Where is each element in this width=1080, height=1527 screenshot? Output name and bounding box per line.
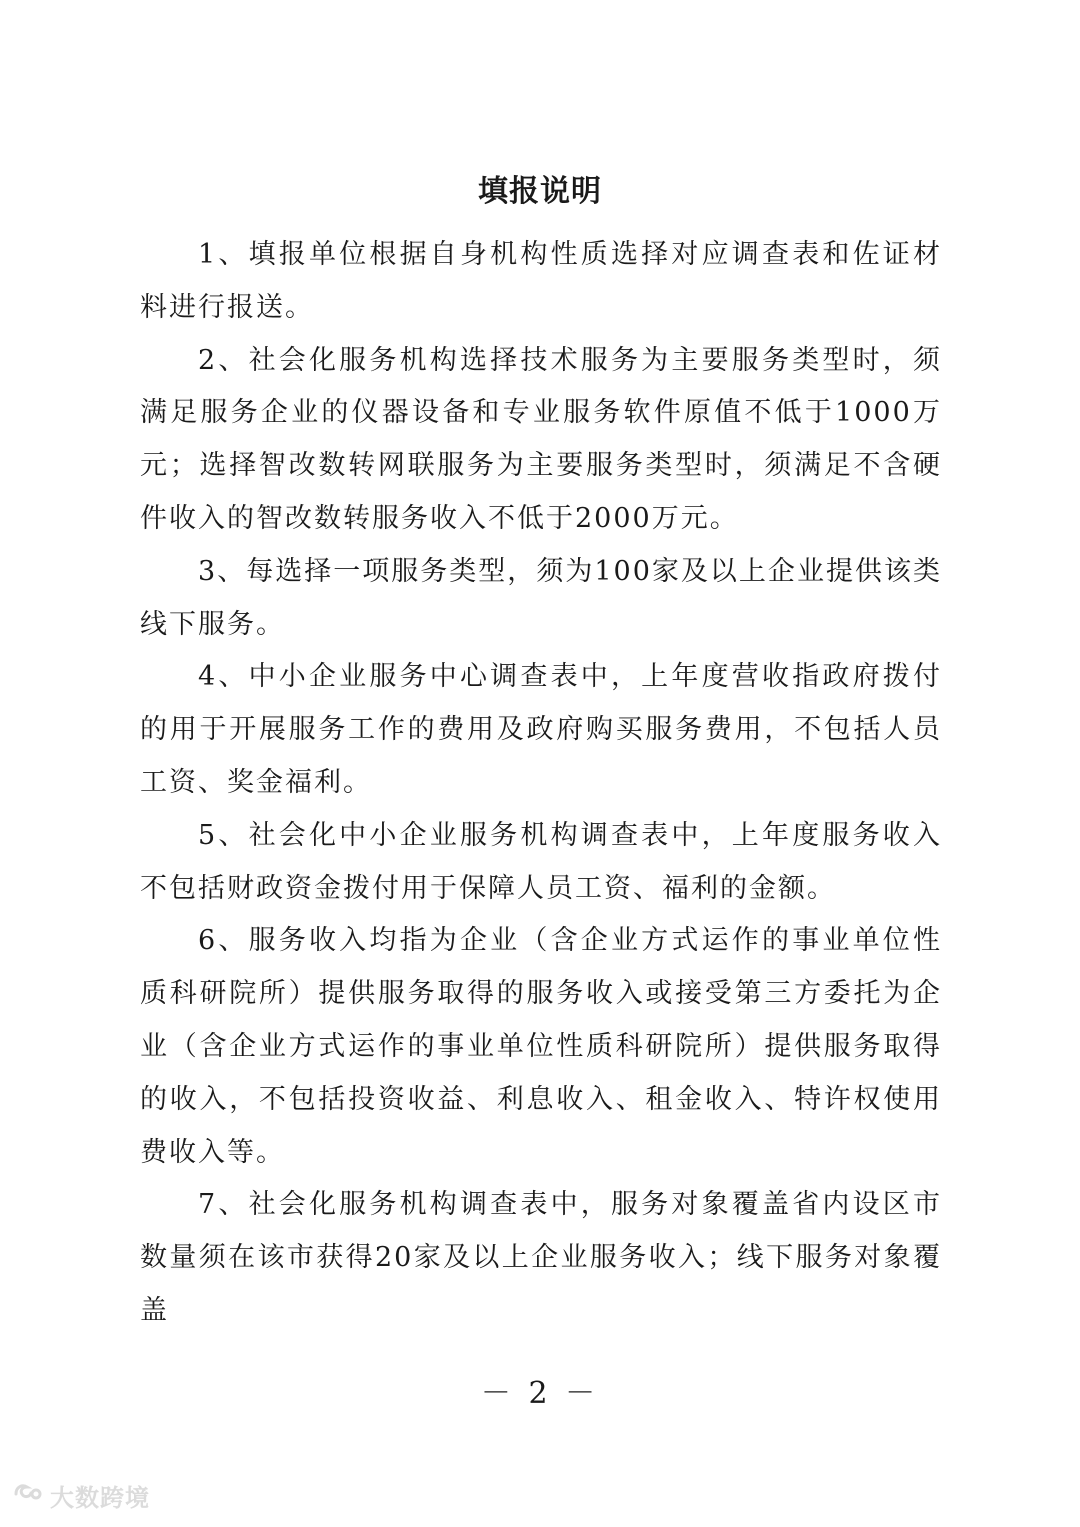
logo-swirl-icon xyxy=(10,1481,44,1511)
page-title: 填报说明 xyxy=(478,174,602,209)
paragraph-5: 5、社会化中小企业服务机构调查表中，上年度服务收入不包括财政资金拨付用于保障人员工资、福利的金额。 xyxy=(140,819,942,904)
page-number: － 2 － xyxy=(480,1376,600,1411)
paragraph-6: 6、服务收入均指为企业（含企业方式运作的事业单位性质科研院所）提供服务取得的服务收入或接受第三方委托为企业（含企业方式运作的事业单位性质科研院所）提供服务取得的收入，不包括投资收益、利息收入、租金收入、特许权使用费收入等。 xyxy=(140,925,942,1168)
document-body xyxy=(140,229,942,1338)
watermark-text: 大数跨境 xyxy=(50,1484,150,1512)
paragraph-1: 1、填报单位根据自身机构性质选择对应调查表和佐证材料进行报送。 xyxy=(140,239,942,323)
paragraph-4: 4、中小企业服务中心调查表中，上年度营收指政府拨付的用于开展服务工作的费用及政府购买服务费用，不包括人员工资、奖金福利。 xyxy=(140,661,942,798)
watermark xyxy=(10,1478,150,1513)
paragraph-3: 3、每选择一项服务类型，须为100家及以上企业提供该类线下服务。 xyxy=(140,555,942,640)
paragraph-2: 2、社会化服务机构选择技术服务为主要服务类型时，须满足服务企业的仪器设备和专业服务软件原值不低于1000万元；选择智改数转网联服务为主要服务类型时，须满足不含硬件收入的智改数转服务收入不低于2000万元。 xyxy=(140,344,942,534)
paragraph-7: 7、社会化服务机构调查表中，服务对象覆盖省内设区市数量须在该市获得20家及以上企业服务收入；线下服务对象覆盖 xyxy=(140,1189,942,1326)
